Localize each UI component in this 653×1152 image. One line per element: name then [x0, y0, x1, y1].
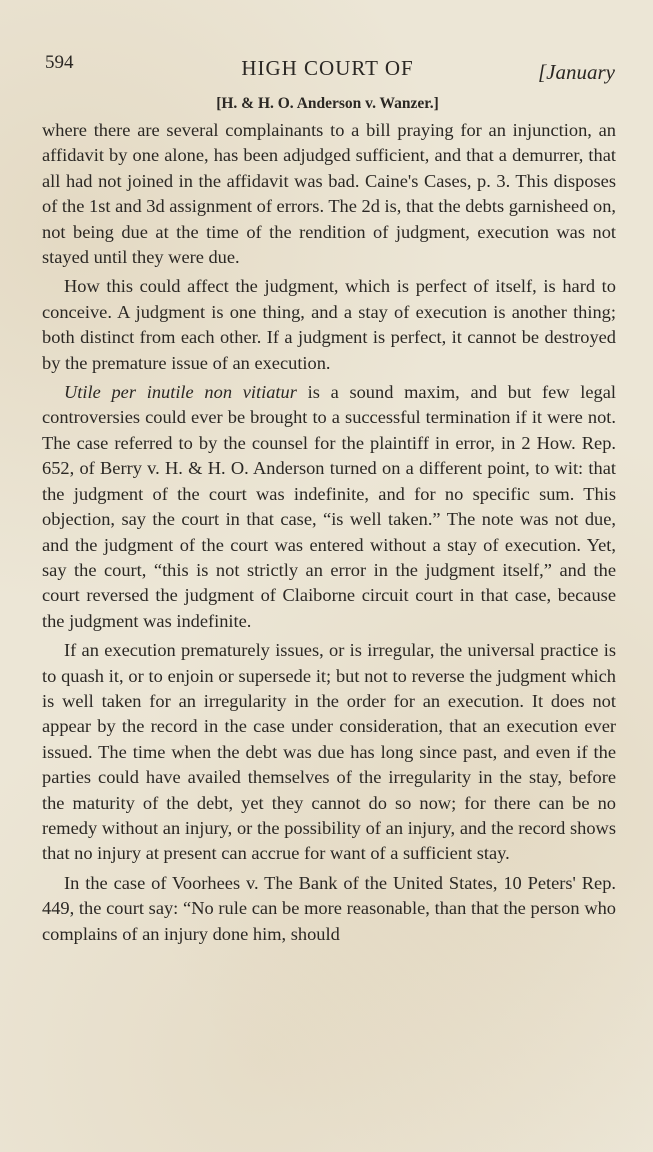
running-title: HIGH COURT OF [241, 56, 414, 80]
month-heading: [January [538, 60, 615, 84]
paragraph-3-text: is a sound maxim, and but few legal controversies could ever be brought to a successful termination if it were not. The case referred to by the counsel for the plaintiff in error, in 2 How. Rep. 652, of Berry v. H. & H. O. Anderson turned on a different point, to wit: that the judgment of the court was indefinite, and for no specific sum. This objection, say the court in that case, “is well taken.” The note was not due, and the judgment of the court was entered without a stay of execution. Yet, say the court, “this is not strictly an error in the judgment itself,” and the court reversed the judgment of Claiborne circuit court in that case, because the judgment was indefinite. [42, 382, 616, 631]
paragraph-3 [42, 380, 616, 634]
paragraph-1: where there are several complainants to a bill praying for an injunction, an affidavit by one alone, has been adjudged sufficient, and that a demurrer, that all had not joined in the affidavit was bad. Caine's Cases, p. 3. This disposes of the 1st and 3d assignment of errors. The 2d is, that the debts garnisheed on, not being due at the time of the rendition of judgment, execution was not stayed until they were due. [42, 120, 616, 268]
paragraph-5: In the case of Voorhees v. The Bank of the United States, 10 Peters' Rep. 449, the court say: “No rule can be more reasonable, than that the person who complains of an injury done him, should [42, 872, 616, 944]
case-reference: [H. & H. O. Anderson v. Wanzer.] [216, 95, 439, 112]
paragraph-4: If an execution prematurely issues, or is irregular, the universal practice is to quash it, or to enjoin or supersede it; but not to reverse the judgment which is well taken for an irregularity in the order for an execution. It does not appear by the record in the case under consideration, that an execution ever issued. The time when the debt was due has long since past, and even if the parties could have availed themselves of the irregularity in the stay, before the maturity of the debt, yet they cannot do so now; for there can be no remedy without an injury, or the possibility of an injury, and the record shows that no injury at present can accrue for want of a sufficient stay. [42, 640, 616, 864]
latin-maxim: Utile per inutile non vitiatur [64, 382, 297, 403]
page-number: 594 [45, 52, 74, 73]
paragraph-2: How this could affect the judgment, which is perfect of itself, is hard to conceive. A judgment is one thing, and a stay of execution is another thing; both distinct from each other. If a judgment is perfect, it cannot be destroyed by the premature issue of an execution. [42, 276, 616, 373]
page-header [40, 52, 615, 86]
page-body [42, 118, 616, 951]
